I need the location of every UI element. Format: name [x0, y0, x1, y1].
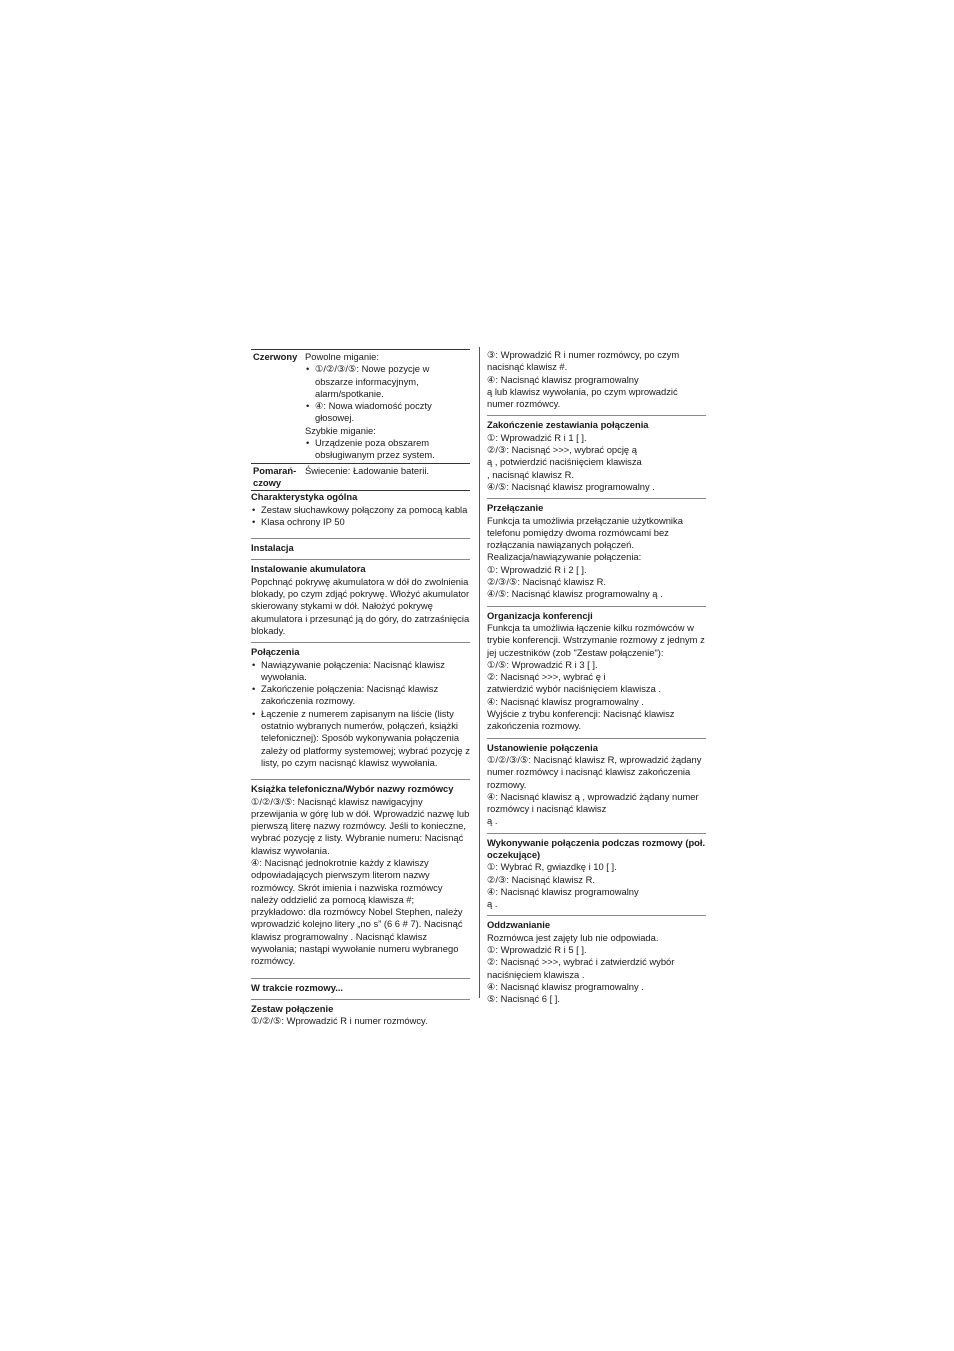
- paragraph: Popchnąć pokrywę akumulatora w dół do zwolnienia blokady, po czym zdjąć pokrywę. Włożyć akumulator skierowany stykami w dół. Nałożyć pokrywę akumulatora i przesunąć ją do góry, do zatrzaśnięcia blokady.: [251, 575, 470, 636]
- section-during-call: [251, 978, 470, 994]
- list-item: • Klasa ochrony IP 50: [251, 516, 470, 528]
- section-setup-call: [251, 999, 470, 1028]
- paragraph: ④: Nacisnąć jednokrotnie każdy z klawiszy odpowiadających pierwszym literom nazwy rozmówcy. Skrót imienia i nazwiska rozmówcy należy oddzielić za pomocą klawisza #; przykładowo: dla rozmówcy Nobel Stephen, należy wprowadzić kolejno litery „no s” (6 6 # 7). Nacisnąć klawisz programowalny . Nacisnąć klawisz wywołania; nastąpi wywołanie numeru wybranego rozmówcy.: [251, 856, 463, 967]
- section-hold-call: [487, 833, 706, 911]
- section-conference: [487, 606, 706, 733]
- section-title: Oddzwanianie: [487, 919, 551, 931]
- list-item: • Nawiązywanie połączenia: Nacisnąć klawisz wywołania.: [251, 659, 470, 684]
- section-title: Przełączanie: [487, 502, 544, 514]
- section-establish: [487, 738, 706, 828]
- paragraph: ④: Nacisnąć klawisz programowalny: [487, 373, 639, 385]
- fast-blink-title: Szybkie miganie:: [305, 424, 376, 436]
- slow-blink-list: [305, 363, 470, 424]
- section-install: [251, 538, 470, 554]
- line: ①: Wybrać R, gwiazdkę i 10 [ ].: [487, 861, 617, 873]
- led-row-red: [251, 350, 470, 464]
- section-phonebook: [251, 779, 470, 967]
- line: ①: Wprowadzić R i 1 [ ].: [487, 431, 587, 443]
- paragraph: ①/②/⑤: Wprowadzić R i numer rozmówcy.: [251, 1015, 428, 1027]
- led-row-orange: [251, 463, 470, 491]
- section-title: Instalacja: [251, 542, 294, 554]
- line: ④: Nacisnąć klawisz programowalny: [487, 885, 639, 897]
- list-item: • Urządzenie poza obszarem obsługiwanym przez system.: [305, 437, 470, 462]
- general-list: [251, 504, 470, 529]
- paragraph: Rozmówca jest zajęty lub nie odpowiada.: [487, 931, 659, 943]
- section-title: Połączenia: [251, 646, 300, 658]
- section-setup-continued: [487, 349, 706, 410]
- section-general: [251, 491, 470, 528]
- section-title: Organizacja konferencji: [487, 609, 593, 621]
- paragraph: ①/②/③/⑤: Nacisnąć klawisz R, wprowadzić żądany numer rozmówcy i nacisnąć klawisz zakończenia rozmowy.: [487, 753, 702, 790]
- connections-list: [251, 659, 470, 770]
- column-divider: [479, 347, 480, 998]
- left-column: [251, 349, 470, 1028]
- led-key-orange: Pomarań-czowy: [251, 463, 305, 491]
- paragraph: ③: Wprowadzić R i numer rozmówcy, po czym nacisnąć klawisz #.: [487, 349, 680, 373]
- section-connections: [251, 642, 470, 769]
- section-callback: [487, 915, 706, 1005]
- list-item: • Zestaw słuchawkowy połączony za pomocą kabla: [251, 504, 470, 516]
- paragraph: ą lub klawisz wywołania, po czym wprowadzić numer rozmówcy.: [487, 385, 678, 410]
- section-toggle: [487, 498, 706, 600]
- line: ④: Nacisnąć klawisz programowalny .: [487, 980, 644, 992]
- section-title: Charakterystyka ogólna: [251, 491, 358, 503]
- line: Wyjście z trybu konferencji: Nacisnąć klawisz zakończenia rozmowy.: [487, 708, 675, 732]
- subsection-title: Instalowanie akumulatora: [251, 563, 366, 575]
- section-end-setup: [487, 415, 706, 493]
- paragraph: ④: Nacisnąć klawisz ą , wprowadzić żądany numer rozmówcy i nacisnąć klawisz: [487, 790, 699, 815]
- paragraph: ①/②/③/⑤: Nacisnąć klawisz nawigacyjny przewijania w górę lub w dół. Wprowadzić nazwę lub pierwszą literę nazwy rozmówcy. Jeśli to konieczne, wybrać pozycję z listy. Wybranie numeru: Nacisnąć klawisz wywołania.: [251, 795, 470, 856]
- slow-blink-title: Powolne miganie:: [305, 351, 380, 362]
- line: ①: Wprowadzić R i 2 [ ].: [487, 563, 587, 575]
- line: ②: Nacisnąć >>>, wybrać ę i: [487, 671, 606, 683]
- section-title: Ustanowienie połączenia: [487, 741, 598, 753]
- line: ④/⑤: Nacisnąć klawisz programowalny ą .: [487, 588, 663, 600]
- section-title: Książka telefoniczna/Wybór nazwy rozmówcy: [251, 783, 454, 795]
- section-title: Zakończenie zestawiania połączenia: [487, 419, 649, 431]
- section-title: W trakcie rozmowy...: [251, 981, 344, 993]
- line: ą .: [487, 815, 498, 827]
- line: ②/③: Nacisnąć >>>, wybrać opcję ą: [487, 444, 637, 456]
- list-item: • Zakończenie połączenia: Nacisnąć klawisz zakończenia rozmowy.: [251, 683, 470, 708]
- paragraph: Funkcja ta umożliwia przełączanie użytkownika telefonu pomiędzy dwoma rozmówcami bez rozłączania nawiązanych połączeń. Realizacja/nawiązywanie połączenia:: [487, 514, 683, 563]
- list-item: • ④: Nowa wiadomość poczty głosowej.: [305, 400, 470, 425]
- list-item: • Łączenie z numerem zapisanym na liście (listy ostatnio wybranych numerów, połączeń, książki telefonicznej): Sposób wykonywania połączenia zależy od platformy systemowej; wybrać pozycję z listy, po czym nacisnąć klawisz wywołania.: [251, 708, 470, 769]
- section-battery: [251, 559, 470, 637]
- line: ②: Nacisnąć >>>, wybrać i zatwierdzić wybór naciśnięciem klawisza .: [487, 956, 675, 980]
- subsection-title: Zestaw połączenie: [251, 1002, 334, 1014]
- led-key-red: Czerwony: [253, 351, 298, 362]
- right-column: [487, 349, 706, 1006]
- section-title: Wykonywanie połączenia podczas rozmowy (poł. oczekujące): [487, 836, 706, 860]
- line: ①: Wprowadzić R i 5 [ ].: [487, 944, 587, 956]
- fast-blink-list: [305, 437, 470, 462]
- paragraph: Funkcja ta umożliwia łączenie kilku rozmówców w trybie konferencji. Wstrzymanie rozmowy z jednym z jej uczestników (zob "Zestaw połączenie"):: [487, 621, 705, 658]
- line: ą .: [487, 898, 498, 910]
- line: ④: Nacisnąć klawisz programowalny .: [487, 695, 644, 707]
- line: ①/⑤: Wprowadzić R i 3 [ ].: [487, 658, 598, 670]
- led-status-table: [251, 349, 470, 491]
- line: ⑤: Nacisnąć 6 [ ].: [487, 993, 561, 1005]
- led-desc-red: [305, 350, 470, 464]
- line: ④/⑤: Nacisnąć klawisz programowalny .: [487, 480, 655, 492]
- line: ą , potwierdzić naciśnięciem klawisza: [487, 456, 642, 468]
- led-desc-orange: Świecenie: Ładowanie baterii.: [305, 463, 470, 491]
- line: zatwierdzić wybór naciśnięciem klawisza .: [487, 683, 662, 695]
- line: ②/③: Nacisnąć klawisz R.: [487, 873, 595, 885]
- list-item: • ①/②/③/⑤: Nowe pozycje w obszarze informacyjnym, alarm/spotkanie.: [305, 363, 470, 400]
- line: ②/③/⑤: Nacisnąć klawisz R.: [487, 576, 606, 588]
- line: , nacisnąć klawisz R.: [487, 468, 575, 480]
